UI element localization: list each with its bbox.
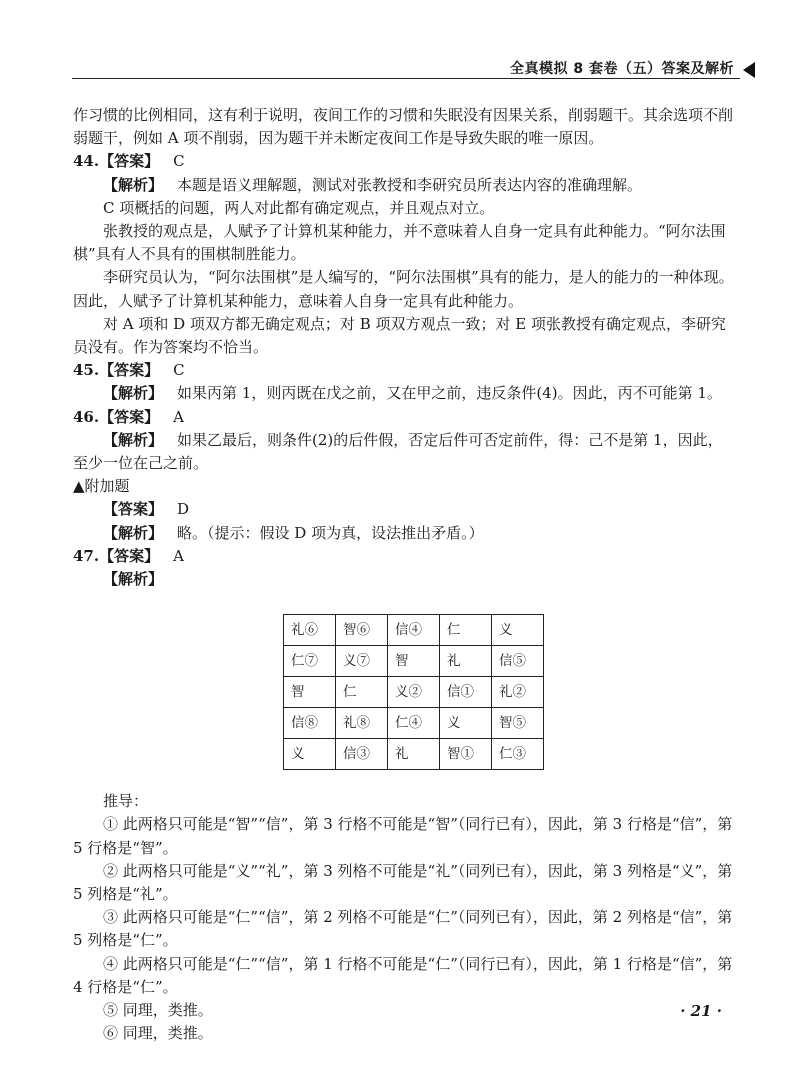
grid-cell: 信③: [336, 739, 388, 770]
grid-row: [284, 739, 544, 770]
grid-row: [284, 708, 544, 739]
q46-answer-label: 【答案】: [99, 407, 160, 426]
bonus-explanation: 略。（提示：假设 D 项为真，设法推出矛盾。）: [177, 523, 484, 542]
q46-explanation: 如果乙最后，则条件(2)的后件假，否定后件可否定前件，得：己不是第 1，因此，至少一位在己之前。: [73, 430, 723, 473]
grid-cell: 信④: [388, 615, 440, 646]
bonus-answer: D: [177, 500, 190, 519]
q44-explanation-line: [73, 174, 737, 197]
q47-answer: A: [173, 546, 184, 565]
page-body: [73, 104, 737, 1046]
grid-cell: 信①: [440, 677, 492, 708]
derivation-step-1: ① 此两格只可能是“智”“信”，第 3 行格不可能是“智”（同行已有），因此，第 3 行格是“信”，第 5 行格是“智”。: [73, 815, 733, 857]
grid-cell: 智①: [440, 739, 492, 770]
page-number: · 21 ·: [680, 1002, 722, 1020]
grid-table: [283, 614, 544, 770]
q44-explanation: 本题是语义理解题，测试对张教授和李研究员所表达内容的准确理解。: [177, 175, 643, 194]
grid-cell: 礼⑥: [284, 615, 336, 646]
bonus-answer-label: 【答案】: [103, 500, 164, 519]
bonus-explanation-line: [73, 522, 737, 545]
derivation-step-6: ⑥ 同理，类推。: [103, 1024, 213, 1043]
grid-cell: 信⑤: [492, 646, 544, 677]
q45-answer: C: [173, 361, 185, 380]
grid-table-wrapper: [283, 614, 737, 770]
q44-paragraph-5: 对 A 项和 D 项双方都无确定观点；对 B 项双方观点一致；对 E 项张教授有确定观点，李研究员没有。作为答案均不恰当。: [73, 314, 726, 357]
q45-answer-line: [73, 359, 737, 382]
paragraph-continuation: 作习惯的比例相同，这有利于说明，夜间工作的习惯和失眠没有因果关系，削弱题干。其余选项不削弱题干，例如 A 项不削弱，因为题干并未断定夜间工作是导致失眠的唯一原因。: [73, 106, 734, 148]
grid-cell: 智⑤: [492, 708, 544, 739]
bonus-title: ▲附加题: [73, 477, 130, 496]
grid-cell: 义②: [388, 677, 440, 708]
derivation-step-4: ④ 此两格只可能是“仁”“信”，第 1 行格不可能是“仁”（同行已有），因此，第 1 行格是“信”，第 4 行格是“仁”。: [73, 954, 733, 996]
bonus-explanation-label: 【解析】: [103, 523, 164, 542]
derivation-step-5: ⑤ 同理，类推。: [103, 1001, 213, 1020]
q46-explanation-label: 【解析】: [103, 430, 164, 449]
q44-explanation-label: 【解析】: [103, 175, 164, 194]
grid-cell: 礼⑧: [336, 708, 388, 739]
q44-answer-line: [73, 150, 737, 173]
q44-paragraph-4: 李研究员认为，“阿尔法围棋”是人编写的，“阿尔法围棋”具有的能力，是人的能力的一种体现。因此，人赋予了计算机某种能力，意味着人自身一定具有此种能力。: [73, 268, 734, 310]
q45-explanation-label: 【解析】: [103, 384, 164, 403]
grid-row: [284, 646, 544, 677]
derivation-step-3: ③ 此两格只可能是“仁”“信”，第 2 列格不可能是“仁”（同列已有），因此，第 2 列格是“信”，第 5 列格是“仁”。: [73, 908, 733, 950]
grid-cell: 义: [492, 615, 544, 646]
grid-cell: 礼②: [492, 677, 544, 708]
q47-number: 47.: [73, 546, 100, 565]
q44-answer: C: [173, 152, 185, 171]
grid-cell: 仁④: [388, 708, 440, 739]
q46-answer: A: [173, 407, 184, 426]
q47-explanation-line: [73, 568, 737, 591]
grid-row: [284, 677, 544, 708]
grid-row: [284, 615, 544, 646]
q44-answer-label: 【答案】: [99, 152, 160, 171]
bonus-answer-line: [73, 498, 737, 521]
q45-number: 45.: [73, 361, 100, 380]
grid-cell: 智⑥: [336, 615, 388, 646]
left-triangle-icon: [743, 62, 755, 78]
q45-answer-label: 【答案】: [99, 361, 160, 380]
q44-number: 44.: [73, 152, 100, 171]
q46-explanation-line: [73, 429, 737, 475]
q46-answer-line: [73, 406, 737, 429]
running-header-title: 全真模拟 8 套卷（五）答案及解析: [510, 61, 734, 77]
q45-explanation: 如果丙第 1，则丙既在戊之前，又在甲之前，违反条件(4)。因此，丙不可能第 1。: [177, 384, 722, 403]
grid-cell: 仁③: [492, 739, 544, 770]
grid-cell: 义: [284, 739, 336, 770]
grid-cell: 智: [284, 677, 336, 708]
q46-number: 46.: [73, 407, 100, 426]
derivation-step-2: ② 此两格只可能是“义”“礼”，第 3 列格不可能是“礼”（同列已有），因此，第 3 列格是“义”，第 5 列格是“礼”。: [73, 861, 733, 904]
grid-cell: 义: [440, 708, 492, 739]
q47-explanation-label: 【解析】: [103, 570, 164, 589]
q45-explanation-line: [73, 382, 737, 405]
grid-cell: 礼: [440, 646, 492, 677]
grid-cell: 信⑧: [284, 708, 336, 739]
q47-answer-label: 【答案】: [99, 546, 160, 565]
grid-cell: 礼: [388, 739, 440, 770]
grid-cell: 智: [388, 646, 440, 677]
grid-cell: 义⑦: [336, 646, 388, 677]
header-rule: [72, 78, 740, 79]
grid-cell: 仁: [336, 677, 388, 708]
q44-paragraph-3: 张教授的观点是，人赋予了计算机某种能力，并不意味着人自身一定具有此种能力。“阿尔法围棋”具有人不具有的围棋制胜能力。: [73, 222, 726, 264]
derivation-title: 推导：: [103, 792, 149, 811]
q44-paragraph-2: C 项概括的问题，两人对此都有确定观点，并且观点对立。: [103, 198, 495, 217]
q47-answer-line: [73, 545, 737, 568]
grid-cell: 仁⑦: [284, 646, 336, 677]
grid-cell: 仁: [440, 615, 492, 646]
